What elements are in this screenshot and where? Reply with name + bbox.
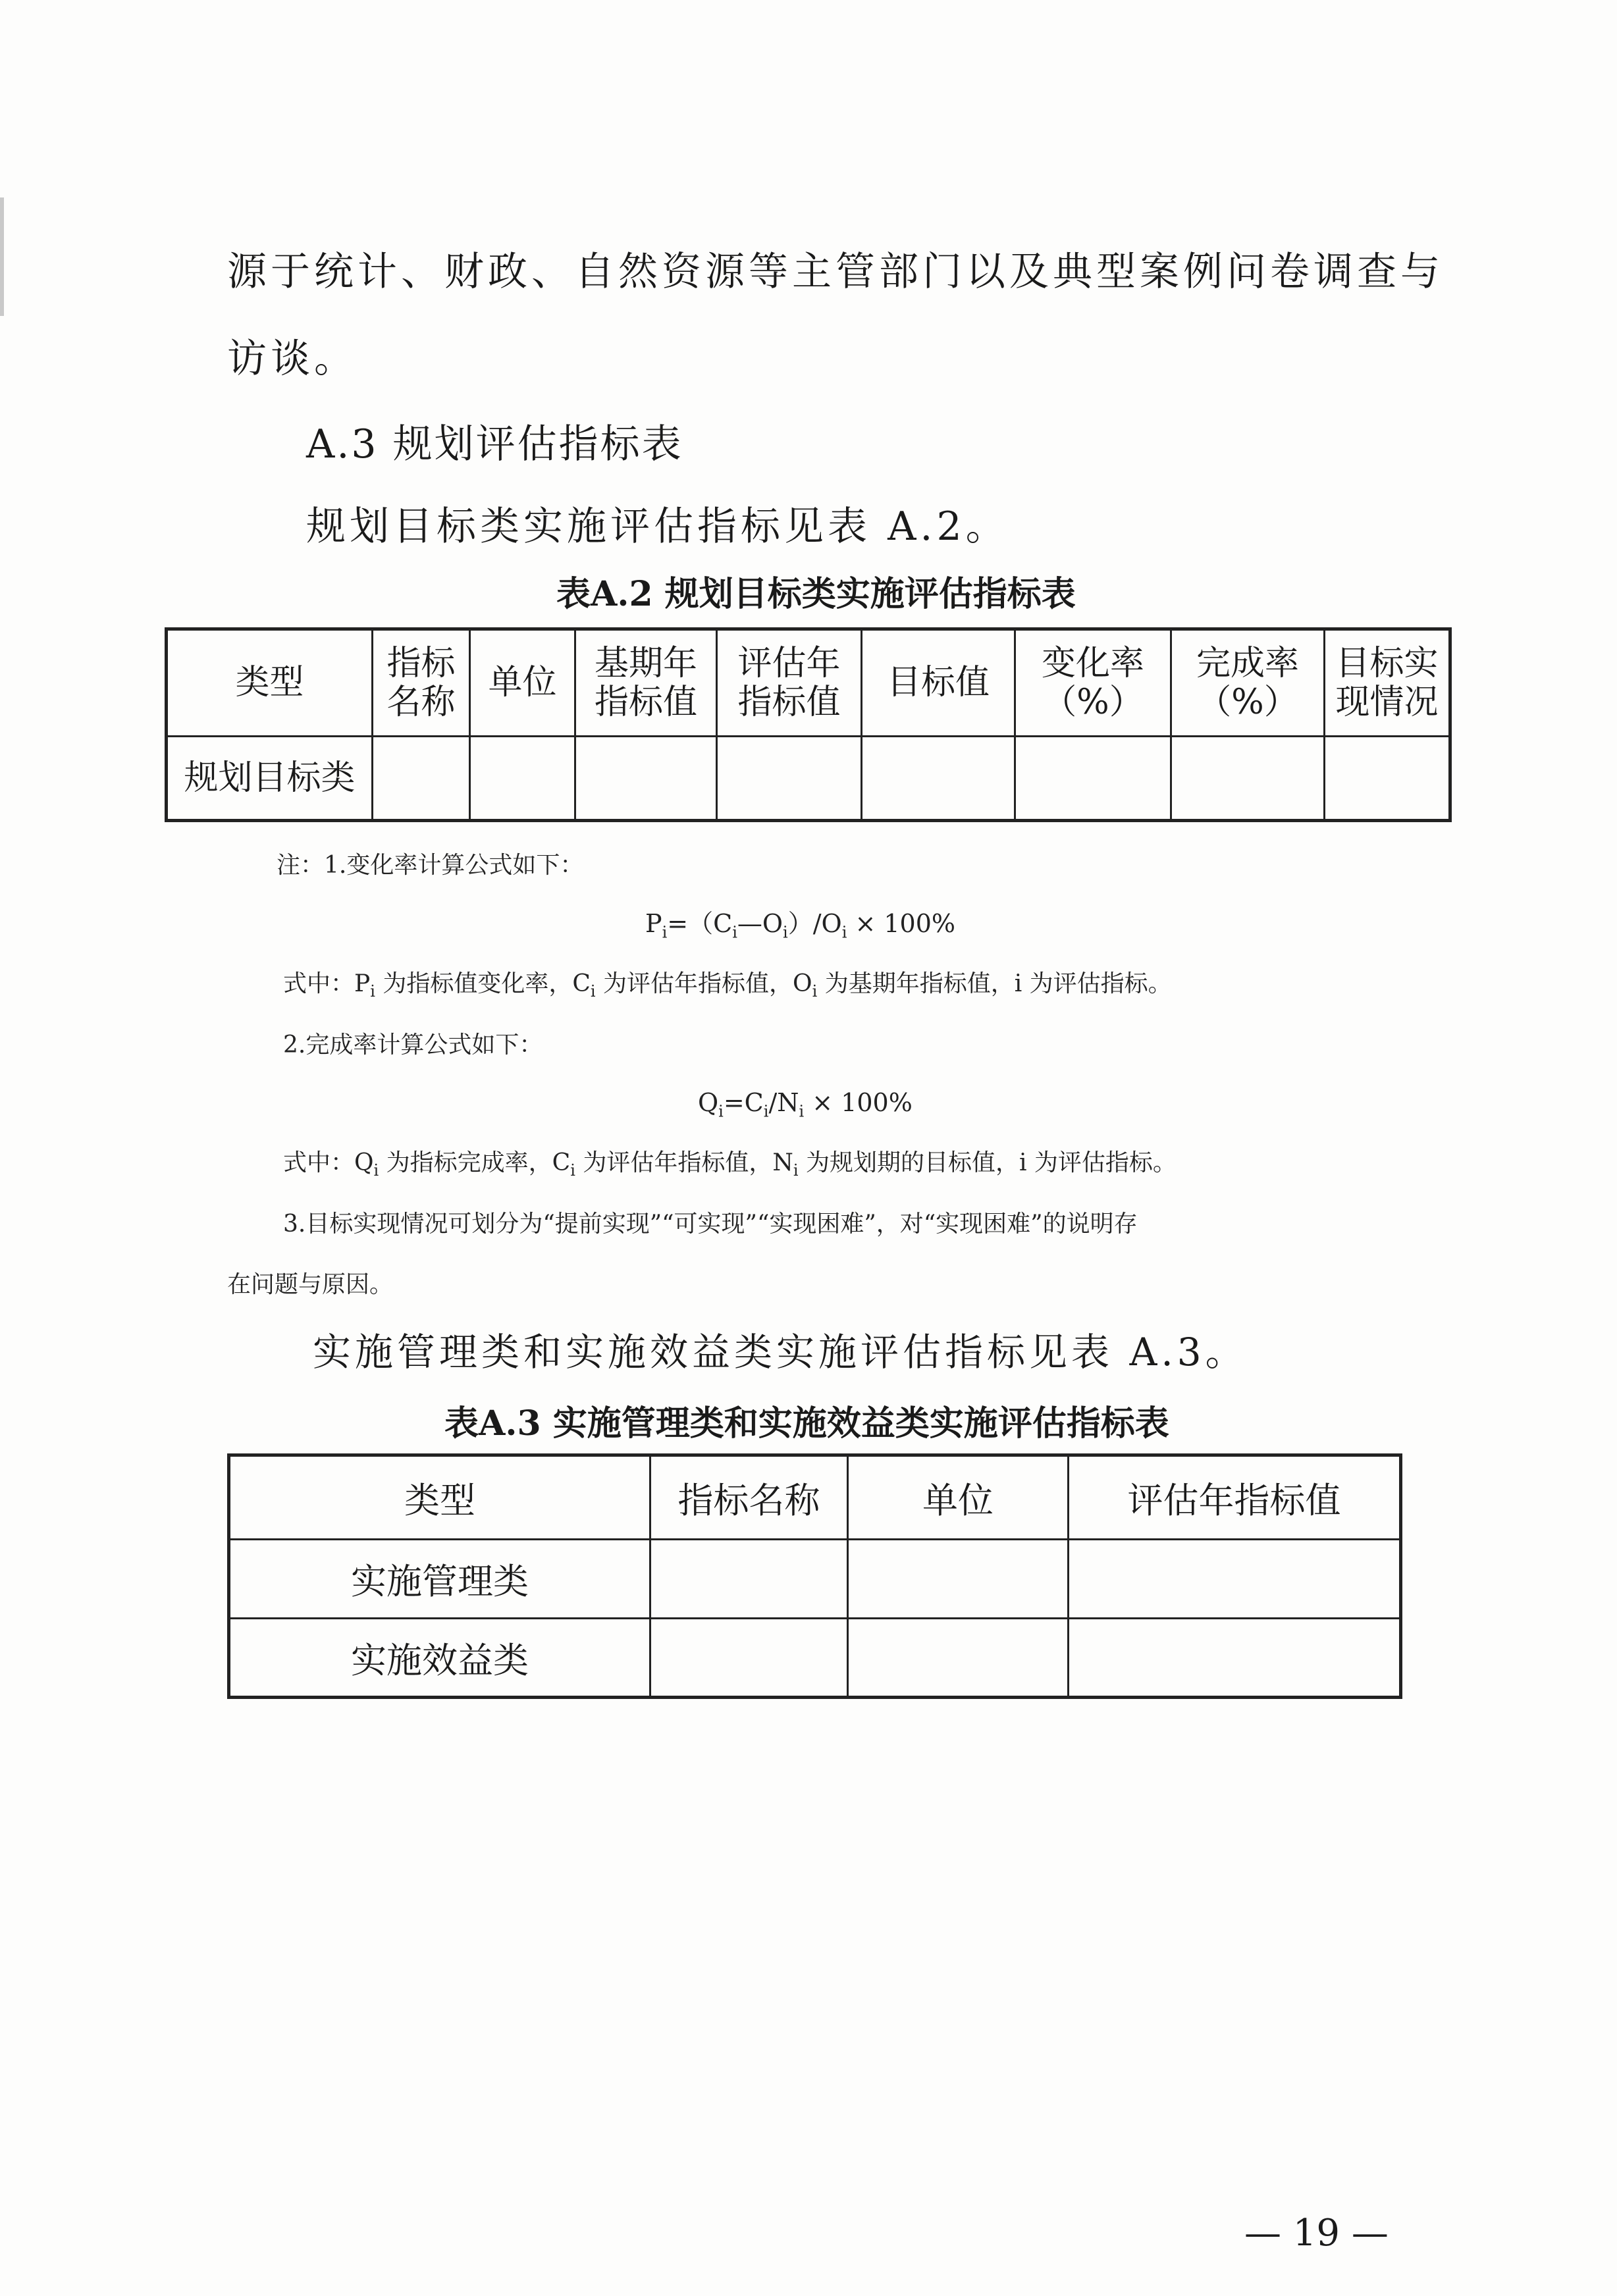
table-a3 bbox=[227, 1453, 1402, 1699]
header-complete: 完成率 （%） bbox=[1171, 629, 1325, 737]
note-2: 2.完成率计算公式如下： bbox=[283, 1031, 543, 1058]
note-1: 注：1.变化率计算公式如下： bbox=[277, 852, 584, 879]
header-name: 指标名称 bbox=[650, 1455, 848, 1540]
empty-cell bbox=[575, 737, 717, 821]
empty-cell bbox=[470, 737, 575, 821]
header-unit: 单位 bbox=[470, 629, 575, 737]
table-row bbox=[229, 1540, 1401, 1619]
header-realization: 目标实 现情况 bbox=[1325, 629, 1450, 737]
empty-cell bbox=[848, 1619, 1069, 1698]
empty-cell bbox=[848, 1540, 1069, 1619]
header-unit: 单位 bbox=[848, 1455, 1069, 1540]
empty-cell bbox=[1015, 737, 1171, 821]
empty-cell bbox=[1171, 737, 1325, 821]
empty-cell bbox=[373, 737, 470, 821]
header-eval: 评估年指标值 bbox=[1069, 1455, 1401, 1540]
header-target: 目标值 bbox=[862, 629, 1015, 737]
header-eval: 评估年 指标值 bbox=[717, 629, 862, 737]
section-heading: A.3 规划评估指标表 bbox=[306, 421, 683, 467]
table-row bbox=[167, 737, 1450, 821]
row-type: 规划目标类 bbox=[167, 737, 373, 821]
table-a2 bbox=[165, 627, 1452, 822]
paragraph-line: 源于统计、财政、自然资源等主管部门以及典型案例问卷调查与 bbox=[227, 249, 1444, 295]
page-edge-shadow bbox=[0, 197, 4, 316]
table-a2-caption: 表A.2 规划目标类实施评估指标表 bbox=[556, 574, 1076, 614]
formula-change-rate: $P_i=(C_i—O_i)/O_i \times 100\%$ bbox=[645, 909, 956, 942]
header-type: 类型 bbox=[229, 1455, 650, 1540]
paragraph-line: 访谈。 bbox=[227, 336, 358, 382]
formula-explanation-1: 式中：$P_i$ 为指标值变化率，$C_i$ 为评估年指标值，$O_i$ 为基期年指标值，i 为评估指标。 bbox=[283, 970, 1172, 1001]
header-type: 类型 bbox=[167, 629, 373, 737]
table-row bbox=[229, 1619, 1401, 1698]
header-base: 基期年 指标值 bbox=[575, 629, 717, 737]
row-type: 实施效益类 bbox=[229, 1619, 650, 1698]
formula-explanation-2: 式中：$Q_i$ 为指标完成率，$C_i$ 为评估年指标值，$N_i$ 为规划期的目标值，i 为评估指标。 bbox=[283, 1149, 1177, 1180]
empty-cell bbox=[1325, 737, 1450, 821]
empty-cell bbox=[862, 737, 1015, 821]
header-change: 变化率 （%） bbox=[1015, 629, 1171, 737]
empty-cell bbox=[717, 737, 862, 821]
table-header-row bbox=[167, 629, 1450, 737]
note-3-line-1: 3.目标实现情况可划分为“提前实现”“可实现”“实现困难”，对“实现困难”的说明存 bbox=[283, 1211, 1138, 1238]
empty-cell bbox=[1069, 1619, 1401, 1698]
formula-completion-rate: $Q_i=C_i/N_i \times 100\%$ bbox=[698, 1088, 913, 1121]
table-a3-caption: 表A.3 实施管理类和实施效益类实施评估指标表 bbox=[444, 1403, 1169, 1444]
table-header-row bbox=[229, 1455, 1401, 1540]
intro-table-a2: 规划目标类实施评估指标见表 A.2。 bbox=[306, 504, 1009, 550]
empty-cell bbox=[650, 1619, 848, 1698]
empty-cell bbox=[650, 1540, 848, 1619]
header-name: 指标 名称 bbox=[373, 629, 470, 737]
intro-table-a3: 实施管理类和实施效益类实施评估指标见表 A.3。 bbox=[313, 1330, 1248, 1374]
row-type: 实施管理类 bbox=[229, 1540, 650, 1619]
page-number: — 19 — bbox=[1244, 2212, 1389, 2255]
note-3-line-2: 在问题与原因。 bbox=[227, 1271, 394, 1298]
empty-cell bbox=[1069, 1540, 1401, 1619]
